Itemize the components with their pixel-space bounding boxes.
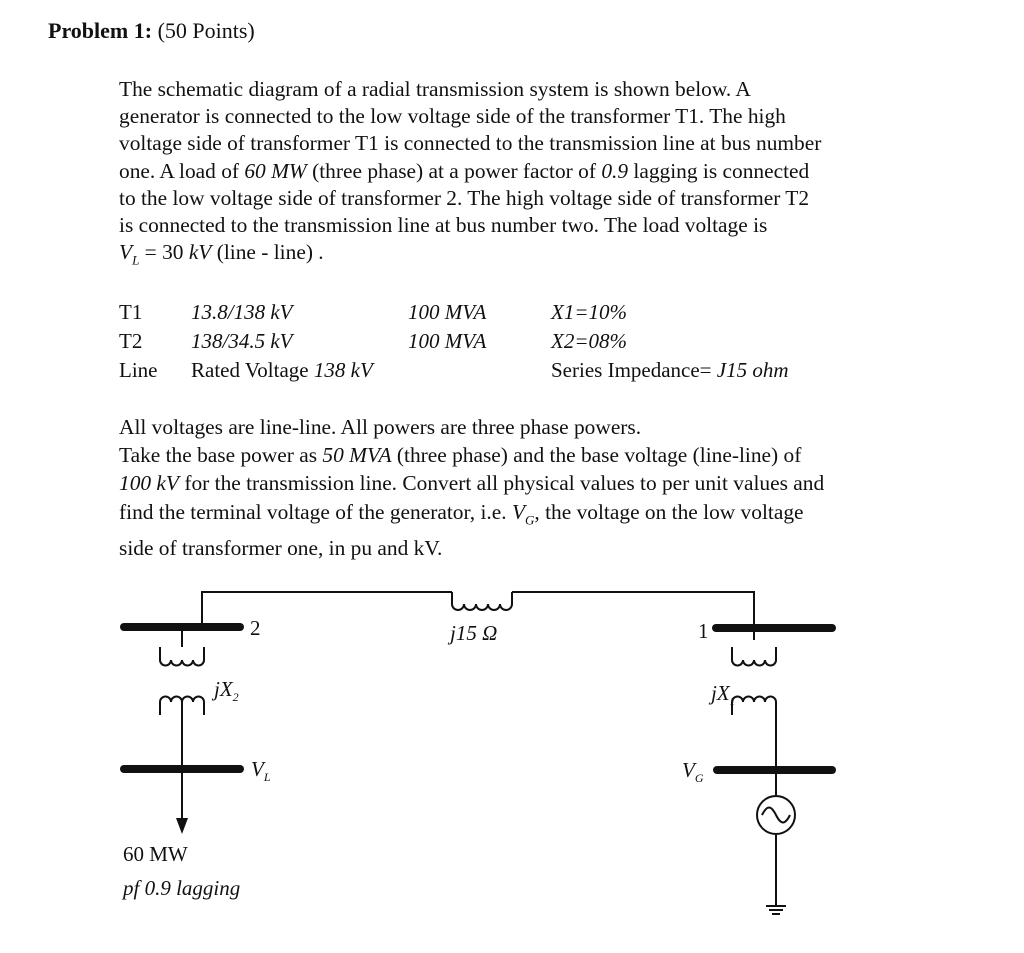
desc-line-1: The schematic diagram of a radial transmission system is shown below. A xyxy=(119,77,751,101)
problem-points: (50 Points) xyxy=(157,18,255,43)
load-pf-label: pf 0.9 lagging xyxy=(123,876,241,900)
t2-name: T2 xyxy=(119,329,143,353)
jx2-label: $jX_2$ xyxy=(214,677,239,705)
t1-rating: 13.8/138 kV xyxy=(191,300,293,324)
line-impedance: Series Impedance= J15 ohm xyxy=(551,358,789,382)
transformer-t1-secondary xyxy=(732,697,776,771)
line-inductor xyxy=(452,592,512,610)
instr-line-2: Take the base power as 50 MVA (three phase) and the base voltage (line-line) of xyxy=(119,443,802,468)
t1-mva: 100 MVA xyxy=(408,300,487,324)
desc-line-4: one. A load of 60 MW (three phase) at a power factor of 0.9 lagging is connected xyxy=(119,158,810,183)
instr-line-4: find the terminal voltage of the generator, i.e. $V_G$, the voltage on the low voltage xyxy=(119,499,804,527)
vg-label: $V_G$ xyxy=(682,758,704,786)
bus-2-label: 2 xyxy=(250,616,261,640)
line-impedance-label: j15 Ω xyxy=(450,621,498,645)
instr-line-1: All voltages are line-line. All powers are three phase powers. xyxy=(119,415,642,439)
desc-line-2: generator is connected to the low voltage side of the transformer T1. The high xyxy=(119,104,786,129)
transformer-t1-primary xyxy=(732,628,776,666)
transformer-t2-secondary xyxy=(160,697,204,769)
desc-line-6: is connected to the transmission line at bus number two. The load voltage is xyxy=(119,213,768,238)
jx1-label: $jX_1$ xyxy=(711,681,736,709)
line-name: Line xyxy=(119,358,158,382)
t1-name: T1 xyxy=(119,300,143,324)
desc-line-5: to the low voltage side of transformer 2. The high voltage side of transformer T2 xyxy=(119,185,810,210)
bus-1-label: 1 xyxy=(698,619,709,643)
t1-impedance: X1=10% xyxy=(551,300,627,324)
t2-mva: 100 MVA xyxy=(408,329,487,353)
desc-line-3: voltage side of transformer T1 is connected to the transmission line at bus number xyxy=(119,131,822,156)
t2-rating: 138/34.5 kV xyxy=(191,329,293,353)
generator-sine xyxy=(762,808,790,823)
load-arrow xyxy=(176,818,188,834)
load-voltage-equation: $V_L = 30$ kV (line - line) . xyxy=(119,240,324,268)
problem-label: Problem 1: xyxy=(48,18,153,43)
vl-label: $V_L$ xyxy=(251,757,271,785)
t2-impedance: X2=08% xyxy=(551,329,627,353)
load-mw-label: 60 MW xyxy=(123,842,188,866)
instr-line-3: 100 kV for the transmission line. Convert all physical values to per unit values and xyxy=(119,471,825,496)
line-rating: Rated Voltage 138 kV xyxy=(191,358,373,382)
instr-line-5: side of transformer one, in pu and kV. xyxy=(119,536,443,561)
